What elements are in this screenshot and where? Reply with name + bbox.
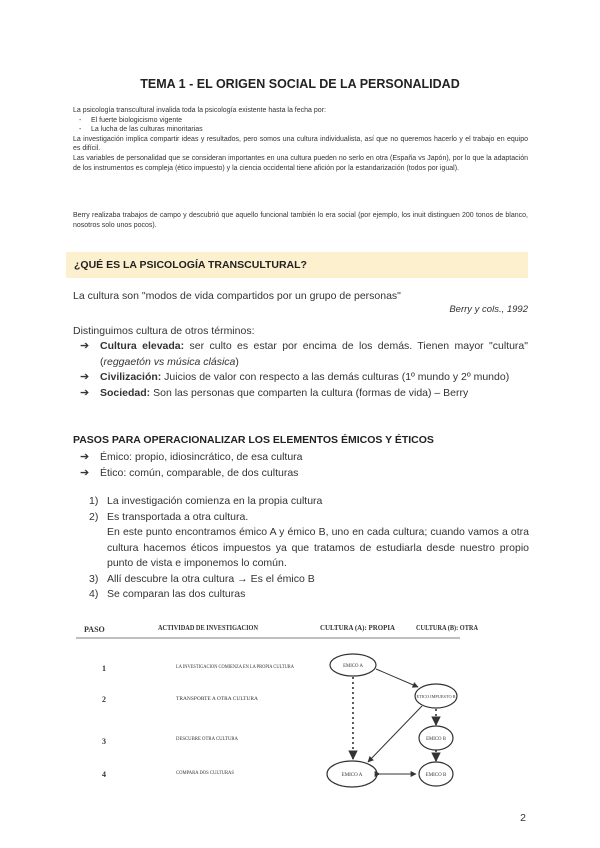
term-desc: Son las personas que comparten la cultura (formas de vida) – Berry: [150, 386, 469, 399]
arrow-icon: ➔: [80, 371, 90, 383]
row-paso: 4: [102, 770, 106, 779]
intro-paragraph: La investigación implica compartir ideas y resultados, pero somos una cultura individualista, así que no queremos hacerlo y el trabajo en equipo es difícil.: [73, 135, 528, 153]
node-label: EMICO A: [341, 773, 363, 778]
arrow-icon: ➔: [80, 386, 90, 399]
arrow-etic-to-a-bottom: [368, 706, 422, 762]
berry-paragraph: Berry realizaba trabajos de campo y descubrió que aquello funcional también lo era social (por ejemplo, los inuit distinguen 200 tonos de blanco, nosotros solo unos pocos).: [73, 212, 528, 229]
term-label: Sociedad:: [100, 386, 151, 399]
diagram-header-actividad: ACTIVIDAD DE INVESTIGACION: [158, 624, 258, 632]
term-example: reggaetón vs música clásica: [103, 355, 236, 368]
row-paso: 3: [102, 737, 106, 746]
step-number: 2): [89, 510, 99, 523]
citation: Berry y cols., 1992: [449, 304, 528, 315]
step-number: 4): [89, 588, 99, 600]
section-banner: [66, 252, 528, 278]
intro-block: [73, 106, 528, 173]
step-item: [89, 494, 529, 510]
distinguish-intro: Distinguimos cultura de otros términos:: [73, 325, 255, 337]
diagram-header-cultura-b: CULTURA (B): OTRA: [416, 624, 478, 632]
intro-bullets: [73, 116, 528, 135]
term-label: Civilización:: [100, 371, 162, 383]
diagram-header-paso: PASO: [84, 625, 105, 634]
step-number: 1): [89, 495, 99, 507]
step-item: [89, 587, 529, 603]
intro-paragraph: Las variables de personalidad que se consideran importantes en una cultura pueden no serlo en otra (España vs Japón), por lo que la adaptación de los instrumentos es compleja (ético impuesto) y la ciencia occidental tiene afición por la estandarización (todos por igual).: [73, 154, 528, 172]
node-label: ETICO IMPUESTO B: [416, 694, 456, 699]
arrow-icon: ➔: [80, 466, 90, 479]
etic-text: Ético: común, comparable, de dos culturas: [100, 466, 299, 479]
step-text: La investigación comienza en la propia cultura: [107, 495, 323, 507]
arrow-icon: ➔: [80, 340, 90, 352]
row-paso: 1: [102, 664, 106, 673]
step-text: Allí descubre la otra cultura → Es el émico B: [107, 572, 315, 585]
term-label: Cultura elevada:: [100, 340, 185, 352]
step-text: Se comparan las dos culturas: [107, 588, 246, 600]
step-extra: En este punto encontramos émico A y émico B, uno en cada cultura; cuando vamos a otra cultura hacemos éticos impuestos ya que tratamos de estudiarla desde nuestro propio punto de vista e imponemos lo común.: [107, 526, 529, 569]
emic-text: Émico: propio, idiosincrático, de esa cultura: [100, 451, 303, 463]
etic-item: [80, 466, 528, 482]
page-number: 2: [520, 812, 526, 824]
research-diagram: [70, 616, 530, 801]
node-label: EMICO B: [426, 737, 446, 742]
term-item: [80, 386, 528, 402]
row-actividad: TRANSPORTE A OTRA CULTURA: [176, 697, 259, 702]
intro-line: La psicología transcultural invalida toda la psicología existente hasta la fecha por:: [73, 107, 326, 114]
row-actividad: DESCUBRE OTRA CULTURA: [176, 737, 239, 742]
step-number: 3): [89, 572, 99, 585]
step-item: [89, 572, 529, 588]
row-actividad: COMPARA DOS CULTURAS: [176, 771, 235, 776]
step-text: Es transportada a otra cultura.: [107, 510, 249, 523]
node-label: EMICO B: [425, 773, 447, 778]
term-desc: ser culto es estar por encima de los demás. Tienen mayor "cultura" (: [100, 340, 528, 368]
banner-title: ¿QUÉ ES LA PSICOLOGÍA TRANSCULTURAL?: [74, 259, 307, 271]
page-title: TEMA 1 - EL ORIGEN SOCIAL DE LA PERSONALIDAD: [140, 77, 460, 91]
intro-bullet: - El fuerte biologicismo vigente: [73, 116, 528, 126]
arrow-icon: ➔: [80, 451, 90, 463]
term-desc: Juicios de valor con respecto a las demás culturas (1º mundo y 2º mundo): [161, 371, 510, 383]
culture-definition: La cultura son "modos de vida compartidos por un grupo de personas": [73, 290, 401, 302]
intro-bullet: - La lucha de las culturas minoritarias: [73, 125, 528, 135]
term-item: [80, 339, 528, 370]
arrow-a-to-etic: [376, 669, 418, 687]
step-item: [89, 510, 529, 572]
diagram-header-cultura-a: CULTURA (A): PROPIA: [320, 624, 395, 632]
term-item: [80, 370, 528, 386]
row-actividad: LA INVESTIGACION COMIENZA EN LA PROPIA CULTURA: [176, 665, 295, 670]
section-heading: PASOS PARA OPERACIONALIZAR LOS ELEMENTOS ÉMICOS Y ÉTICOS: [73, 434, 434, 446]
node-label: EMICO A: [343, 664, 363, 669]
emic-item: [80, 450, 528, 466]
steps-list: [89, 494, 529, 603]
terms-list: [80, 339, 528, 401]
emic-etic-list: [80, 450, 528, 481]
term-tail: ): [235, 355, 239, 368]
row-paso: 2: [102, 695, 106, 704]
